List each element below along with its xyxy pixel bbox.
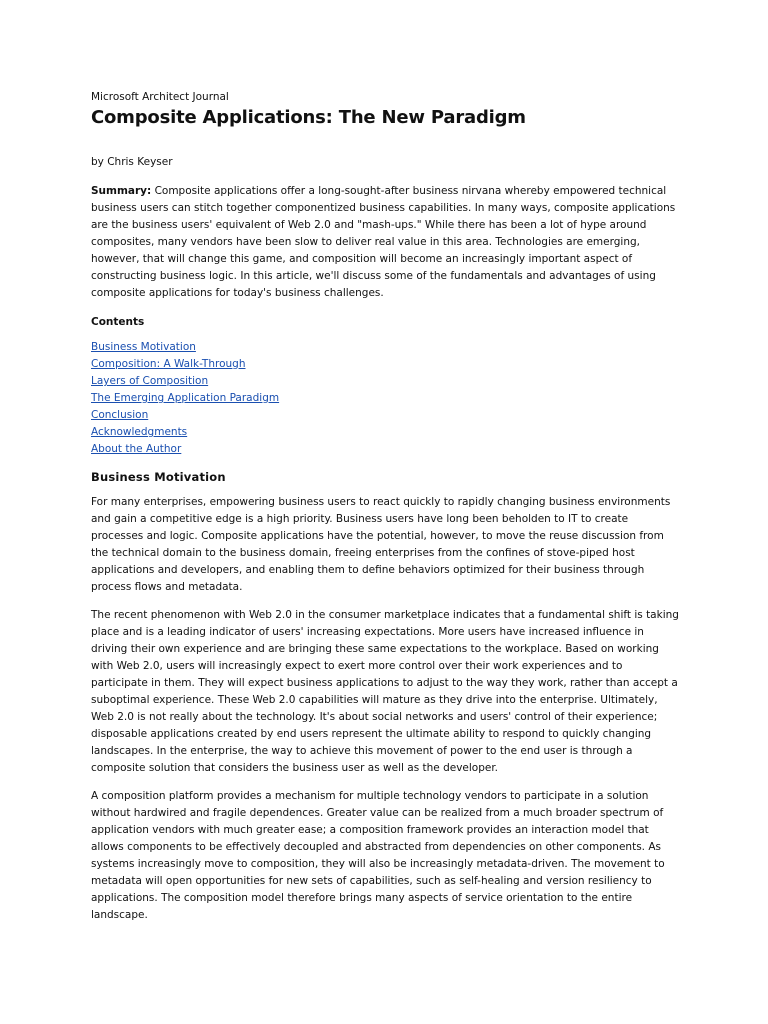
article-title: Composite Applications: The New Paradigm [91,107,526,128]
toc-link-layers-of-composition[interactable]: Layers of Composition [91,375,209,387]
toc-link-acknowledgments[interactable]: Acknowledgments [91,426,188,438]
section-heading: Business Motivation [91,470,226,484]
toc-item [91,373,681,390]
toc-link-conclusion[interactable]: Conclusion [91,409,149,421]
journal-name: Microsoft Architect Journal [91,91,229,103]
toc-link-business-motivation[interactable]: Business Motivation [91,341,196,353]
byline: by Chris Keyser [91,156,173,168]
body-paragraph: The recent phenomenon with Web 2.0 in the consumer marketplace indicates that a fundamental shift is taking place and is a leading indicator of users' increasing expectations. More users have increased influence in driving their own experience and are bringing these same expectations to the workplace. Based on working with Web 2.0, users will increasingly expect to exert more control over their work experiences and to participate in them. They will expect business applications to adjust to the way they work, rather than accept a suboptimal experience. These Web 2.0 capabilities will mature as they drive into the enterprise. Ultimately, Web 2.0 is not really about the technology. It's about social networks and users' control of their experience; disposable applications created by end users represent the ultimate ability to respond to quickly changing landscapes. In the enterprise, the way to achieve this movement of power to the end user is through a composite solution that considers the business user as well as the developer. [91,609,679,774]
toc-link-composition-walk-through[interactable]: Composition: A Walk-Through [91,358,246,370]
toc-item [91,390,681,407]
toc-item [91,441,681,458]
toc-item [91,339,681,356]
toc-item [91,356,681,373]
toc-item [91,407,681,424]
summary-text: Composite applications offer a long-sought-after business nirvana whereby empowered technical business users can stitch together componentized business capabilities. In many ways, composite applications are the business users' equivalent of Web 2.0 and "mash-ups." While there has been a lot of hype around composites, many vendors have been slow to deliver real value in this area. Technologies are emerging, however, that will change this game, and composition will become an increasingly important aspect of constructing business logic. In this article, we'll discuss some of the fundamentals and advantages of using composite applications for today's business challenges. [91,185,676,299]
table-of-contents [91,339,681,458]
summary-paragraph [91,183,681,302]
toc-item [91,424,681,441]
article-page [91,90,681,924]
contents-heading: Contents [91,316,145,328]
body-paragraph: For many enterprises, empowering business users to react quickly to rapidly changing business environments and gain a competitive edge is a high priority. Business users have long been beholden to IT to create processes and logic. Composite applications have the potential, however, to move the reuse discussion from the technical domain to the business domain, freeing enterprises from the confines of stove-piped host applications and developers, and enabling them to define behaviors optimized for their business through process flows and metadata. [91,496,671,593]
toc-link-emerging-application-paradigm[interactable]: The Emerging Application Paradigm [91,392,280,404]
summary-label: Summary: [91,185,152,197]
body-paragraph: A composition platform provides a mechanism for multiple technology vendors to participate in a solution without hardwired and fragile dependences. Greater value can be realized from a much broader spectrum of application vendors with much greater ease; a composition framework provides an interaction model that allows components to be effectively decoupled and abstracted from dependencies on other components. As systems increasingly move to composition, they will also be increasingly metadata-driven. The movement to metadata will open opportunities for new sets of capabilities, such as self-healing and version resiliency to applications. The composition model therefore brings many aspects of service orientation to the entire landscape. [91,790,665,921]
toc-link-about-the-author[interactable]: About the Author [91,443,182,455]
